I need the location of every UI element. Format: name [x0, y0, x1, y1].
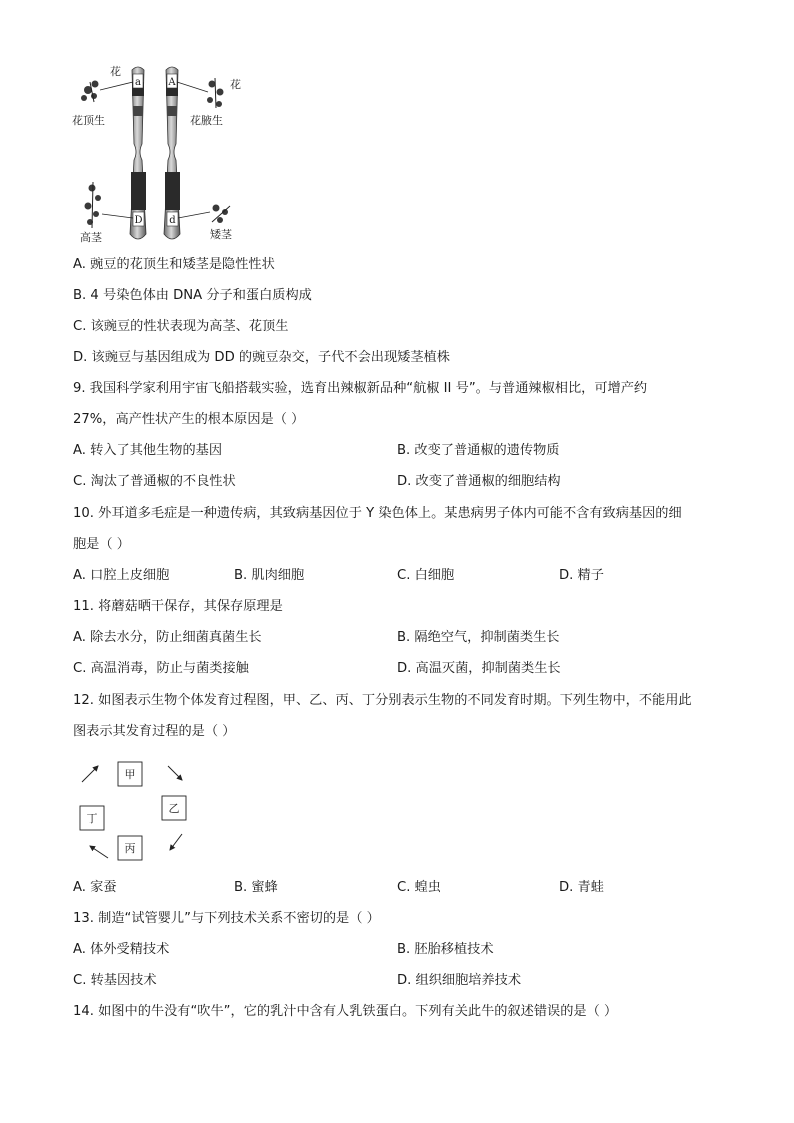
q11-option-c: C. 高温消毒，防止与菌类接触	[73, 661, 249, 676]
label-bottom-left: 高茎	[80, 231, 102, 244]
plant-top-right-icon	[207, 78, 224, 108]
q12-option-a: A. 家蚕	[73, 880, 117, 895]
q11-stem: 11. 将蘑菇晒干保存，其保存原理是	[73, 599, 283, 614]
stage-label-bottom: 丙	[124, 842, 136, 855]
q9-option-c: C. 淘汰了普通椒的不良性状	[73, 474, 236, 489]
q9-option-d: D. 改变了普通椒的细胞结构	[397, 474, 561, 489]
q12-option-c: C. 蝗虫	[397, 880, 441, 895]
arrow-bottom-left	[90, 846, 108, 858]
label-flower-right: 花	[230, 78, 241, 91]
stage-label-right: 乙	[168, 802, 180, 815]
q13-option-d: D. 组织细胞培养技术	[397, 973, 522, 988]
q10-option-b: B. 肌肉细胞	[234, 568, 305, 583]
arrow-top-right	[168, 766, 182, 780]
q13-stem: 13. 制造“试管婴儿”与下列技术关系不密切的是（ ）	[73, 911, 380, 926]
q10-stem-line1: 10. 外耳道多毛症是一种遗传病，其致病基因位于 Y 染色体上。某患病男子体内可能不含有致病基因的细	[73, 506, 682, 521]
label-top-right: 花腋生	[190, 114, 223, 127]
arrow-top-left	[82, 766, 98, 782]
arrow-bottom-right	[170, 834, 182, 850]
q12-stem-line2: 图表示其发育过程的是（ ）	[73, 724, 236, 739]
q13-option-b: B. 胚胎移植技术	[397, 942, 494, 957]
q9-option-b: B. 改变了普通椒的遗传物质	[397, 443, 560, 458]
life-cycle-diagram	[72, 756, 202, 866]
q13-option-c: C. 转基因技术	[73, 973, 157, 988]
q11-option-d: D. 高温灭菌，抑制菌类生长	[397, 661, 561, 676]
q10-stem-line2: 胞是（ ）	[73, 537, 130, 552]
plant-bottom-left-icon	[85, 182, 102, 228]
q11-option-b: B. 隔绝空气，抑制菌类生长	[397, 630, 560, 645]
gene-label-a: a	[135, 77, 141, 88]
q9-stem-line2: 27%，高产性状产生的根本原因是（ ）	[73, 412, 305, 427]
q9-option-a: A. 转入了其他生物的基因	[73, 443, 223, 458]
stage-label-left: 丁	[86, 812, 98, 825]
label-bottom-right: 矮茎	[210, 228, 232, 241]
q12-stem-line1: 12. 如图表示生物个体发育过程图，甲、乙、丙、丁分别表示生物的不同发育时期。下列生物中，不能用此	[73, 693, 692, 708]
q10-option-c: C. 白细胞	[397, 568, 455, 583]
gene-label-d: d	[169, 215, 176, 226]
q8-option-b: B. 4 号染色体由 DNA 分子和蛋白质构成	[73, 288, 312, 303]
label-flower-left: 花	[110, 65, 121, 78]
q13-option-a: A. 体外受精技术	[73, 942, 170, 957]
q9-stem-line1: 9. 我国科学家利用宇宙飞船搭载实验，选育出辣椒新品种“航椒 II 号”。与普通辣椒相比，可增产约	[73, 381, 648, 396]
stage-label-top: 甲	[124, 768, 136, 781]
q12-option-d: D. 青蛙	[559, 880, 604, 895]
q11-option-a: A. 除去水分，防止细菌真菌生长	[73, 630, 262, 645]
plant-top-left-icon	[81, 81, 99, 103]
gene-label-D: D	[134, 215, 143, 226]
gene-label-A: A	[168, 77, 176, 88]
q10-option-d: D. 精子	[559, 568, 604, 583]
q12-option-b: B. 蜜蜂	[234, 880, 278, 895]
q8-option-a: A. 豌豆的花顶生和矮茎是隐性性状	[73, 257, 275, 272]
chromosome-figure	[70, 62, 250, 247]
q8-option-d: D. 该豌豆与基因组成为 DD 的豌豆杂交，子代不会出现矮茎植株	[73, 350, 450, 365]
plant-bottom-right-icon	[212, 205, 230, 224]
q8-option-c: C. 该豌豆的性状表现为高茎、花顶生	[73, 319, 289, 334]
q10-option-a: A. 口腔上皮细胞	[73, 568, 170, 583]
q14-stem: 14. 如图中的牛没有“吹牛”，它的乳汁中含有人乳铁蛋白。下列有关此牛的叙述错误的是（ ）	[73, 1004, 618, 1019]
label-top-left: 花顶生	[72, 114, 105, 127]
